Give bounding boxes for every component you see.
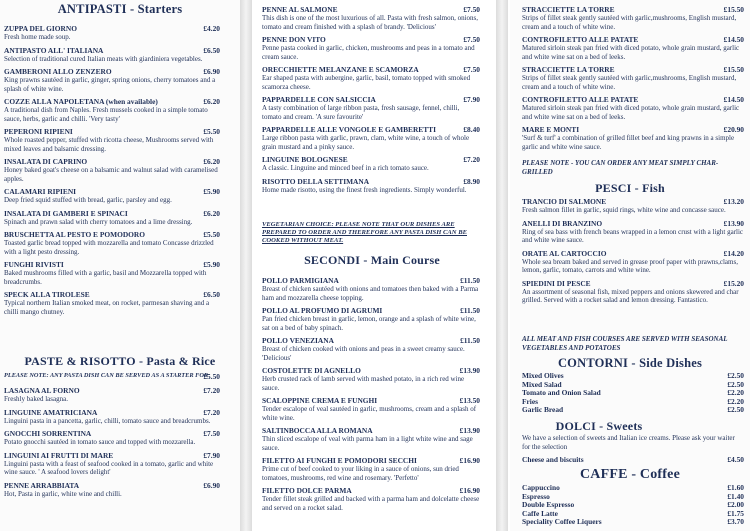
menu-item-desc: Baked mushrooms filled with a garlic, basil and Mozzarella topped with breadcrumbs. [4,269,207,286]
menu-item [4,290,220,316]
menu-item-desc: Selection of traditional cured Italian meats with giardiniera vegetables. [4,54,203,63]
menu-item [4,408,220,426]
menu-item-desc: Spinach and prawn salad with cherry tomatoes and a lime dressing. [4,217,193,226]
menu-item-desc: Whole sea bream baked and served in grease proof paper with prawns,clams, lemon, garlic, tomato, carrots and white wine. [522,257,738,274]
dolci-title: DOLCI - Sweets [555,419,643,433]
secondi-right-list [522,5,744,155]
menu-item [522,5,744,31]
menu-item-price: £11.50 [460,276,480,285]
menu-item-name: STRACCIETTE LA TORRE [522,5,615,14]
menu-item-desc: Whole roasted pepper, stuffed with ricotta cheese, Mushrooms served with mixed leaves and balsamic dressing. [4,136,214,153]
menu-item-name: CONTROFILETTO ALLE PATATE [522,95,639,104]
menu-item [522,125,744,151]
price-list-name: Garlic Bread [522,405,564,414]
menu-item-price: £15.50 [723,5,744,14]
menu-item-desc: Strips of fillet steak gently sautéed with garlic,mushrooms, English mustard, cream and a touch of white wine. [522,14,737,31]
menu-item-price: £13.50 [459,396,480,405]
menu-item-name: FILETTO DOLCE PARMA [262,486,352,495]
menu-item-price: £7.50 [203,429,220,438]
menu-item-desc: Hot, Pasta in garlic, white wine and chilli. [4,489,122,498]
menu-item-desc: Fresh salmon fillet in garlic, squid rings, white wine and concasse sauce. [522,206,726,214]
price-list-name: Mixed Salad [522,379,562,389]
menu-item-desc: Freshly baked lasagna. [4,395,68,403]
menu-item-name: PENNE DON VITO [262,35,326,44]
price-list-row [522,484,744,493]
menu-item-name: ANELLI DI BRANZINO [522,218,603,228]
price-list-name: Speciality Coffee Liquers [522,517,602,526]
menu-item-desc: Prime cut of beef cooked to your liking in a sauce of onions, sun dried tomatoes, mushrooms, red wine and rosemary. 'Perfetto' [262,465,459,482]
menu-item [262,276,480,302]
menu-item-name: LINGUINI AI FRUTTI DI MARE [4,450,114,460]
menu-item-price: £8.90 [463,176,480,186]
pasta-note-text: PLEASE NOTE: ANY PASTA DISH CAN BE SERVED AS A STARTER FOR [4,372,209,379]
menu-item-desc: Ring of sea bass with french beans wrapped in a lemon crust with a light garlic and white wine sauce. [522,227,744,244]
menu-item-desc: Herb crusted rack of lamb served with mashed potato, in a rich red wine sauce. [262,375,465,392]
pesci-list [522,197,744,309]
menu-item-desc: Fresh home made soup. [4,33,71,41]
menu-item [262,486,480,512]
price-list-name: Double Espresso [522,500,575,509]
menu-item-name: RISOTTO DELLA SETTIMANA [262,176,370,186]
menu-item-price: £5.90 [203,187,220,196]
menu-item-price: £14.50 [723,35,744,44]
menu-item-price: £5.90 [203,260,220,269]
caffe-title: CAFFE - Coffee [580,467,680,482]
price-list-name: Fries [522,396,539,406]
menu-item [4,24,220,42]
menu-item-price: £11.50 [460,336,480,345]
menu-item [262,426,480,452]
price-list-price: £3.70 [727,517,744,526]
menu-item [522,249,744,275]
menu-item [4,260,220,286]
antipasti-list [4,24,220,320]
menu-item-price: £13.90 [723,218,744,228]
menu-item-price: £16.90 [459,486,480,495]
menu-item [262,5,480,31]
menu-item [522,219,744,245]
menu-item [262,336,480,362]
price-list-name: Mixed Olives [522,371,564,380]
menu-item [262,396,480,422]
menu-item-price: £6.90 [203,480,220,490]
menu-item-desc: Deep fried squid stuffed with bread, garlic, parsley and egg. [4,196,172,204]
menu-item-desc: Tender escalope of veal sautéed in garlic, mushrooms, cream and a splash of white wine. [262,405,477,422]
menu-item-name: FILETTO AI FUNGHI E POMODORI SECCHI [262,456,417,465]
menu-item-name: STRACCIETTE LA TORRE [522,65,615,74]
pasta-mid-list [262,5,480,198]
menu-item-desc: Tender fillet steak grilled and backed with a parma ham and dolcelatte cheese and served on a rocket salad. [262,495,480,512]
menu-item-price: £11.50 [460,306,480,315]
menu-item-price: £7.50 [463,5,480,14]
menu-item [4,46,220,64]
menu-item-price: £6.20 [203,157,220,166]
menu-item-price: £7.50 [463,65,480,74]
menu-item-name: CALAMARI RIPIENI [4,187,77,196]
menu-item-desc: Toasted garlic bread topped with mozzarella and tomato Concasse drizzled with a light pesto dressing. [4,239,214,256]
menu-item [4,230,220,256]
menu-item-price: £14.50 [723,95,744,104]
price-list-price: £2.00 [727,500,744,509]
menu-item-price: £7.90 [203,450,220,460]
menu-fold-2 [496,0,508,531]
price-list-row [522,406,744,415]
menu-item [522,95,744,121]
menu-item [262,155,480,173]
menu-item-price: £6.90 [203,67,220,76]
menu-item-name: ORECCHIETTE MELANZANE E SCAMORZA [262,65,419,74]
menu-item-price: £8.40 [463,125,480,134]
menu-item [262,177,480,195]
menu-item-desc: Matured sirloin steak pan fried with diced potato, whole grain mustard, garlic and white wine sat on a bed of leeks. [522,104,740,121]
menu-item-name: GNOCCHI SORRENTINA [4,429,92,438]
pasta-note-price: £5.50 [203,372,220,381]
price-list-price: £2.50 [727,405,744,414]
menu-item-price: £7.50 [463,35,480,44]
antipasti-title: ANTIPASTI - Starters [57,2,183,16]
menu-item-name: LINGUINE BOLOGNESE [262,155,348,164]
contorni-title: CONTORNI - Side Dishes [557,356,703,370]
price-list-name: Tomato and Onion Salad [522,388,601,397]
menu-item-price: £5.50 [203,127,220,136]
menu-item-desc: Pan fried chicken breast in garlic, lemon, orange and a splash of white wine, sat on a bed of baby spinach. [262,315,476,332]
menu-item-name: BRUSCHETTA AL PESTO E POMODORO [4,230,145,239]
pesci-title: PESCI - Fish [595,181,665,195]
menu-item-desc: This dish is one of the most luxurious of all. Pasta with fresh salmon, onions, tomato and cream finished with a splash of brandy. 'Delicious' [262,14,479,31]
price-list-name: Cappuccino [522,483,560,492]
price-list-price: £2.50 [727,371,744,380]
menu-item [4,481,220,499]
menu-item-name: GAMBERONI ALLO ZENZERO [4,67,112,76]
menu-item [522,35,744,61]
menu-item-price: £20.90 [723,125,744,134]
vegetarian-note-text: VEGETARIAN CHOICE: PLEASE NOTE THAT OUR DISHES ARE PREPARED TO ORDER AND THEREFORE ANY PASTA DISH CAN BE COOKED WITHOUT MEAT. [262,221,467,244]
menu-item-name: SCALOPPINE CREMA E FUNGHI [262,396,378,405]
meat-grill-note: PLEASE NOTE - YOU CAN ORDER ANY MEAT SIMPLY CHAR-GRILLED [522,159,719,176]
menu-item [522,65,744,91]
menu-item [262,366,480,392]
menu-item [262,306,480,332]
menu-item-price: £13.90 [459,426,480,435]
menu-item-desc: 'Surf & turf' a combination of grilled fillet beef and king prawns in a simple garlic and white wine sauce. [522,134,735,151]
menu-item-name: COSTOLETTE DI AGNELLO [262,366,361,375]
menu-item-name: PENNE AL SALMONE [262,5,338,14]
menu-item-desc: Thin sliced escalope of veal with parma ham in a light white wine and sage sauce. [262,435,473,452]
secondi-list [262,276,480,516]
price-list-price: £2.50 [727,379,744,389]
menu-item-price: £15.20 [723,278,744,288]
caffe-list [522,484,744,527]
menu-item-desc: Home made risotto, using the finest fresh ingredients. Simply wonderful. [262,185,467,194]
contorni-list [522,372,744,415]
menu-item [4,209,220,227]
menu-item-desc: Large ribbon pasta with garlic, prawn, clam, white wine, a touch of whole grain mustard and a pinky sauce. [262,134,470,151]
menu-fold-1 [240,0,252,531]
pasta-title: PASTE & RISOTTO - Pasta & Rice [24,354,216,368]
menu-item-price: £7.90 [463,95,480,104]
menu-item-desc: A tasty combination of large ribbon pasta, fresh sausage, fennel, chilli, tomato and cream. 'A sure favourite' [262,104,460,121]
menu-item-price: £6.50 [203,45,220,55]
menu-item-price: £6.20 [203,97,220,106]
price-list-row [522,518,744,527]
menu-item-price: £15.50 [723,65,744,74]
menu-item-name: CONTROFILETTO ALLE PATATE [522,35,639,44]
menu-item-price: £13.90 [459,366,480,375]
vegetarian-note [262,221,480,245]
menu-item-name: PEPERONI RIPIENI [4,127,73,136]
dolci-item-price: £4.50 [727,455,744,464]
price-list-name: Espresso [522,491,550,501]
menu-item [262,65,480,91]
menu-item [262,456,480,482]
menu-item-name: POLLO PARMIGIANA [262,276,339,285]
menu-item-desc: King prawns sautéed in garlic, ginger, spring onions, cherry tomatoes and a splash of white wine. [4,76,216,93]
menu-item [522,279,744,305]
menu-panel-middle [252,0,492,531]
menu-item-desc: Potato gnocchi sautéed in tomato sauce and topped with mozzarella. [4,438,196,446]
menu-item [262,35,480,61]
menu-item-price: £5.50 [203,230,220,239]
menu-panel-left [0,0,240,531]
menu-item-name: SPECK ALLA TIROLESE [4,290,90,299]
menu-item-name: SALTINBOCCA ALLA ROMANA [262,426,373,435]
price-list-price: £1.75 [727,508,744,518]
dolci-cheese-item [522,455,744,464]
menu-panel-right [510,0,750,531]
menu-item-name: POLLO VENEZIANA [262,336,334,345]
menu-item-desc: Matured sirloin steak pan fried with diced potato, whole grain mustard, garlic and white wine sat on a bed of leeks. [522,44,740,61]
menu-item [262,125,480,151]
menu-item-name: ORATE AL CARTOCCIO [522,248,607,258]
menu-item-desc: Breast of chicken sautéed with onions and tomatoes then baked with a Parma ham and mozzarella cheese topping. [262,285,479,302]
menu-item-price: £6.20 [203,208,220,218]
menu-item [4,127,220,153]
price-list-row [522,389,744,398]
menu-item-name: POLLO AL PROFUMO DI AGRUMI [262,306,383,315]
menu-item-desc: Ear shaped pasta with aubergine, garlic, basil, tomato topped with smoked scamorza cheese. [262,74,471,91]
menu-item-desc: An assortment of seasonal fish, mixed peppers and onions skewered and char grilled. Served with a rocket salad and lemon dressing. Fantastico. [522,287,739,304]
menu-item-desc: A traditional dish from Naples. Fresh mussels cooked in a simple tomato sauce, herbs, garlic and chilli. 'Very tasty' [4,106,208,123]
menu-item-price: £7.20 [463,155,480,164]
menu-item-name: ANTIPASTO ALL' ITALIANA [4,45,104,55]
menu-item-desc: Penne pasta cooked in garlic, chicken, mushrooms and peas in a tomato and cream sauce. [262,44,475,61]
menu-item-price: £7.20 [203,386,220,395]
price-list-price: £2.20 [727,388,744,397]
menu-item-price: £4.20 [203,24,220,33]
menu-item-name: FUNGHI RIVISTI [4,260,64,269]
price-list-name: Caffe Latte [522,508,558,518]
vegetables-note: ALL MEAT AND FISH COURSES ARE SERVED WITH SEASONAL VEGETABLES AND POTATOES [522,335,728,352]
dolci-desc: We have a selection of sweets and Italian ice creams. Please ask your waiter for the selection [522,434,735,451]
price-list-price: £2.20 [727,396,744,406]
pasta-left-list [4,386,220,502]
menu-item-price: £7.20 [203,407,220,417]
menu-item-desc: Linguini pasta with a feast of seafood cooked in a tomato, garlic and white wine sauce. ' A seafood lovers delight' [4,459,214,476]
price-list-price: £1.40 [727,491,744,501]
menu-item-desc: Strips of fillet steak gently sautéed with garlic,mushrooms, English mustard, cream and a touch of white wine. [522,74,737,91]
menu-item-desc: Linguini pasta in a pancetta, garlic, chilli, tomato sauce and breadcrumbs. [4,416,211,425]
menu-item [4,157,220,183]
menu-item-desc: Typical northern Italian smoked meat, on rocket, parmesan shaving and a chilli mango chutney. [4,299,210,316]
pasta-starter-note [4,372,220,380]
menu-item [522,197,744,215]
menu-item [262,95,480,121]
menu-item-name: INSALATA DI GAMBERI E SPINACI [4,208,128,218]
menu-item-name: COZZE ALLA NAPOLETANA (when available) [4,97,158,106]
menu-item-price: £13.20 [723,197,744,206]
menu-item [4,386,220,404]
menu-item-name: SPIEDINI DI PESCE [522,278,591,288]
menu-item-name: LINGUINE AMATRICIANA [4,407,98,417]
menu-item-name: MARE E MONTI [522,125,580,134]
menu-item-name: PENNE ARRABBIATA [4,480,80,490]
menu-item-name: PAPPARDELLE ALLE VONGOLE E GAMBERETTI [262,125,436,134]
menu-item [4,97,220,123]
menu-item-desc: Breast of chicken cooked with onions and peas in a sweet creamy sauce. 'Delicious' [262,345,465,362]
menu-item [4,187,220,205]
menu-item-name: TRANCIO DI SALMONE [522,197,607,206]
menu-item-price: £16.90 [459,456,480,465]
menu-item [4,67,220,93]
menu-item-name: LASAGNA AL FORNO [4,386,80,395]
menu-item-name: INSALATA DI CAPRINO [4,157,88,166]
menu-item [4,429,220,447]
menu-item-name: PAPPARDELLE CON SALSICCIA [262,95,376,104]
menu-item [4,451,220,477]
menu-item-price: £14.20 [723,248,744,258]
menu-item-price: £6.50 [203,290,220,299]
secondi-title: SECONDI - Main Course [304,253,440,267]
menu-item-desc: Honey baked goat's cheese on a balsamic and walnut salad with caramelised apples. [4,166,218,183]
price-list-price: £1.60 [727,483,744,492]
dolci-item-name: Cheese and biscuits [522,455,584,464]
menu-item-desc: A classic. Linguine and minced beef in a rich tomato sauce. [262,164,429,172]
menu-item-name: ZUPPA DEL GIORNO [4,24,77,33]
